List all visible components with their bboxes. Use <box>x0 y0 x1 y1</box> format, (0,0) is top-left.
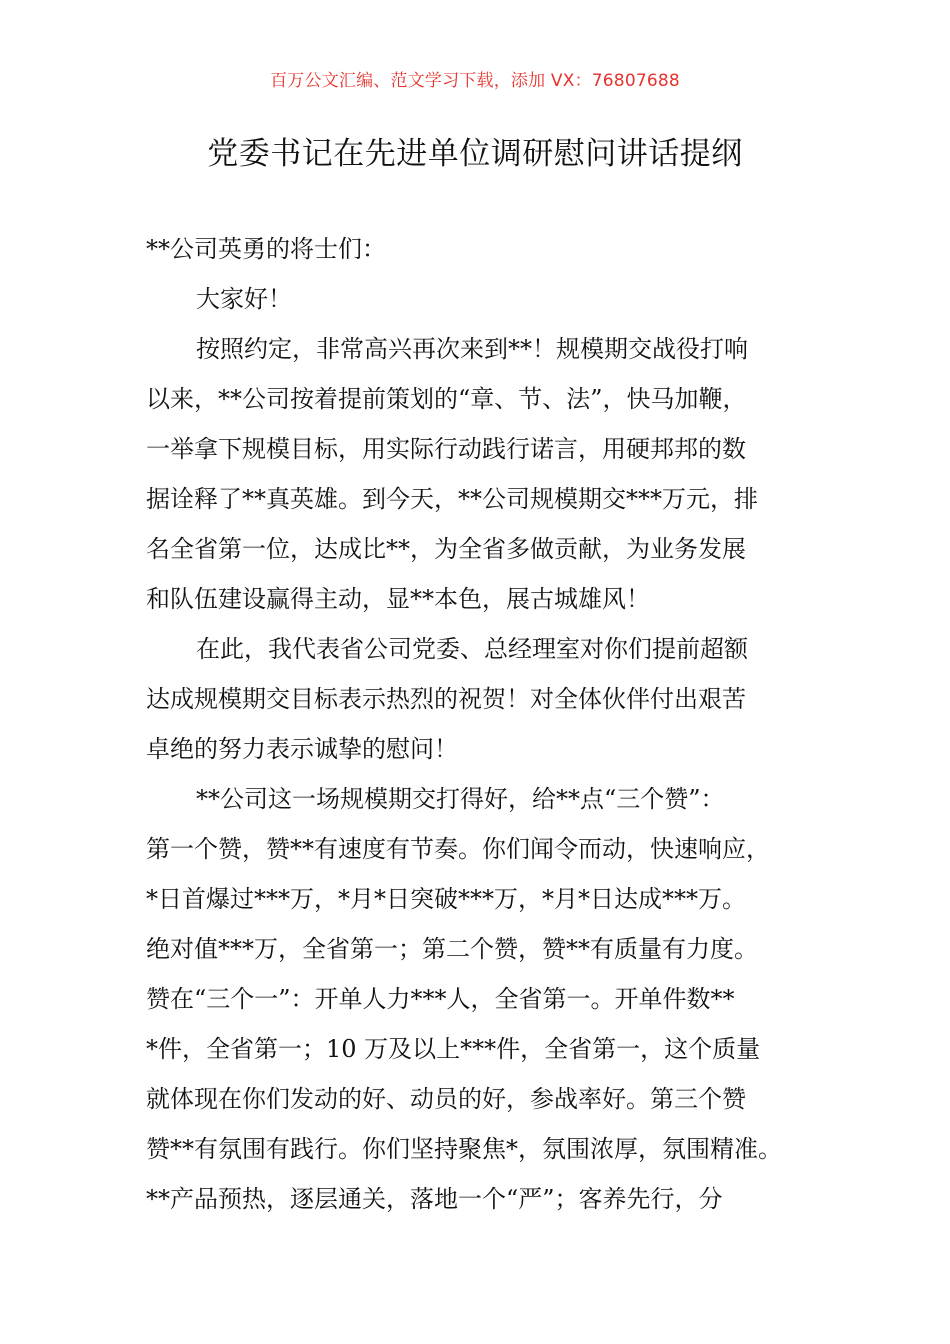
paragraph-line: 卓绝的努力表示诚挚的慰问！ <box>146 735 458 763</box>
paragraph-line: **公司这一场规模期交打得好，给**点“三个赞”： <box>196 785 725 813</box>
paragraph-line: 和队伍建设赢得主动，显**本色，展古城雄风！ <box>146 585 650 613</box>
paragraph-line: 名全省第一位，达成比**，为全省多做贡献，为业务发展 <box>146 535 746 563</box>
paragraph-line: 按照约定，非常高兴再次来到**！规模期交战役打响 <box>196 335 748 363</box>
document-title: 党委书记在先进单位调研慰问讲话提纲 <box>207 136 743 172</box>
paragraph-line: 据诠释了**真英雄。到今天，**公司规模期交***万元，排 <box>146 485 758 513</box>
paragraph-line: 就体现在你们发动的好、动员的好，参战率好。第三个赞 <box>146 1085 746 1113</box>
header-banner: 百万公文汇编、范文学习下载，添加 VX：76807688 <box>270 71 680 91</box>
paragraph-line: 赞**有氛围有践行。你们坚持聚焦*，氛围浓厚，氛围精准。 <box>146 1135 782 1163</box>
paragraph-line: 在此，我代表省公司党委、总经理室对你们提前超额 <box>196 635 748 663</box>
paragraph-line: 达成规模期交目标表示热烈的祝贺！对全体伙伴付出艰苦 <box>146 685 746 713</box>
paragraph-line: 大家好！ <box>196 285 292 313</box>
paragraph-line: *件，全省第一；10 万及以上***件，全省第一，这个质量 <box>146 1035 761 1063</box>
paragraph-line: 绝对值***万，全省第一；第二个赞，赞**有质量有力度。 <box>146 935 758 963</box>
paragraph-line: 以来，**公司按着提前策划的“章、节、法”，快马加鞭， <box>146 385 747 413</box>
paragraph-line: 第一个赞，赞**有速度有节奏。你们闻令而动，快速响应， <box>146 835 770 863</box>
paragraph-line: *日首爆过***万，*月*日突破***万，*月*日达成***万。 <box>146 885 746 913</box>
paragraph-line: 一举拿下规模目标，用实际行动践行诺言，用硬邦邦的数 <box>146 435 746 463</box>
paragraph-line: **产品预热，逐层通关，落地一个“严”；客养先行，分 <box>146 1185 723 1213</box>
salutation: **公司英勇的将士们： <box>146 235 386 263</box>
paragraph-line: 赞在“三个一”：开单人力***人，全省第一。开单件数** <box>146 985 735 1013</box>
